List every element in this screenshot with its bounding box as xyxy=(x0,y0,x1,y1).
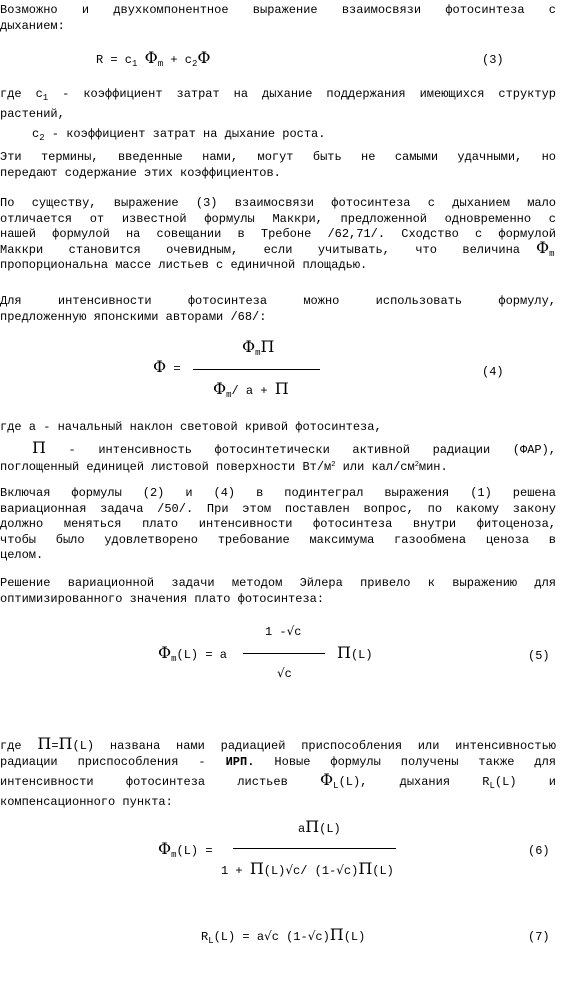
phi-m-inline: $\Phi_m$ xyxy=(536,238,555,259)
equation-4-number: (4) xyxy=(482,365,504,379)
equation-4-numerator: $\Phi_m\Pi$ xyxy=(242,337,275,358)
equation-4-denominator: $\Phi_m/$ a + Π xyxy=(213,379,289,400)
paragraph-euler: Решение вариационной задачи методом Эйлера привело к выражению для оптимизированного значения плато фотосинтеза: xyxy=(0,576,556,606)
paragraph-definitions: где a - начальный наклон световой кривой фотосинтеза, Π - интенсивность фотосинтетически активной радиации (ФАР), поглощенный единицей листовой поверхности $Вт/м^2$ или кал/$см^2мин$. xyxy=(0,420,556,475)
paragraph-japanese-formula: Для интенсивности фотосинтеза можно использовать формулу, предложенную японскими авторами /68/: xyxy=(0,294,556,324)
equation-5-fraction-bar xyxy=(243,653,325,654)
equation-6-numerator: aΠ(L) xyxy=(298,817,341,836)
equation-7: $R_L(L) = a√c$ (1-√c)Π(L) xyxy=(201,925,366,946)
equation-7-number: (7) xyxy=(528,930,550,944)
equation-3: $R = c_1$ $\Phi_m + c_2\Phi$ xyxy=(96,48,211,69)
equation-6-denominator: 1 + Π(L)√c/ (1-√c)Π(L) xyxy=(221,859,394,878)
paragraph-coefficients: где $с_1$ - коэффициент затрат на дыхание поддержания имеющихся структур растений, $c_2$ - коэффициент затрат на дыхание роста. xyxy=(0,87,556,144)
equation-5-pi-term: Π(L) xyxy=(337,643,373,662)
equation-5-numerator: 1 -√c xyxy=(265,624,302,639)
equation-5-number: (5) xyxy=(528,649,550,663)
paragraph-mccree: По существу, выражение (3) взаимосвязи фотосинтеза с дыханием мало отличается от известной формулы Маккри, предложенной одновременно с нашей формулой на совещании в Требоне /62,71/. Сходство с формулой Маккри становится очевидным, если учитывать, что величина пропорциональна массе листьев с единичной площадью. xyxy=(0,196,556,273)
paragraph-intro: Возможно и двухкомпонентное выражение взаимосвязи фотосинтеза с дыханием: xyxy=(0,3,556,33)
equation-5-denominator: √c xyxy=(277,666,292,681)
paragraph-irp: где Π=Π(L) названа нами радиацией приспособления или интенсивностью радиации приспособления - ИРП. Новые формулы получены также для интенсивности фотосинтеза листьев $\Phi_L(L)$, дыхания $R_L(L)$ и компенсационного пункта: xyxy=(0,734,557,809)
equation-5-lhs: $\Phi_m(L) = a$ xyxy=(158,643,227,664)
equation-6-number: (6) xyxy=(528,844,550,858)
equation-4-lhs: Φ = xyxy=(153,357,181,376)
equation-4-fraction-bar xyxy=(193,369,320,370)
paragraph-variational: Включая формулы (2) и (4) в подинтеграл выражения (1) решена вариационная задача /50/. При этом поставлен вопрос, по какому закону должно меняться плато интенсивности фотосинтеза внутри фитоценоза, чтобы было удовлетворено требование максимума газообмена ценоза в целом. xyxy=(0,486,556,563)
equation-3-number: (3) xyxy=(482,53,504,67)
equation-6-lhs: $\Phi_m(L)$ = xyxy=(158,839,213,860)
paragraph-terms: Эти термины, введенные нами, могут быть не самыми удачными, но передают содержание этих коэффициентов. xyxy=(0,150,556,180)
equation-6-fraction-bar xyxy=(233,848,396,849)
